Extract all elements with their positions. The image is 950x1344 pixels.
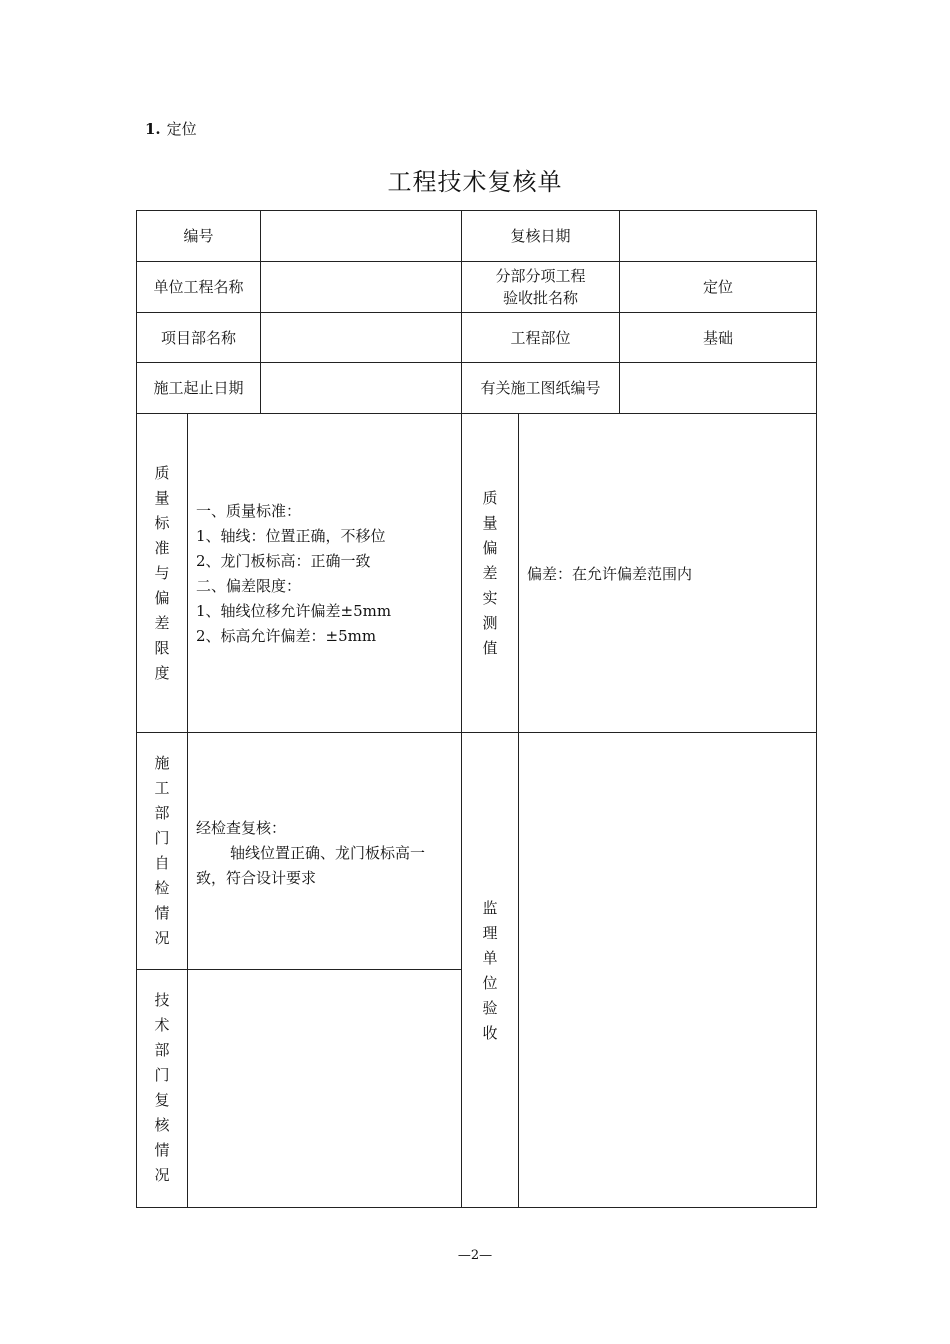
measured-deviation-label [462, 486, 518, 661]
label-char: 情 [154, 904, 170, 922]
label-char: 量 [154, 488, 170, 507]
tech-check-label [137, 988, 187, 1188]
number-value [261, 211, 461, 261]
label-char: 位 [482, 974, 498, 992]
label-char: 标 [154, 513, 170, 532]
section-number: 1. [145, 120, 161, 138]
standard-line: 1、轴线：位置正确，不移位 [196, 527, 386, 545]
page-number: —2— [457, 1248, 493, 1263]
standard-line: 二、偏差限度： [196, 577, 302, 595]
document-title: 工程技术复核单 [387, 168, 563, 196]
standard-line: 2、标高允许偏差：±5mm [196, 627, 377, 645]
part-label: 工程部位 [510, 328, 571, 347]
label-char: 检 [154, 879, 170, 897]
label-char: 况 [154, 929, 170, 947]
label-char: 部 [154, 804, 170, 822]
subitem-label-line1: 分部分项工程 [495, 267, 586, 285]
label-char: 偏 [482, 539, 498, 557]
label-char: 收 [482, 1024, 498, 1042]
label-char: 测 [482, 614, 498, 632]
label-char: 部 [154, 1041, 170, 1059]
section-title: 定位 [166, 120, 197, 138]
check-date-label: 复核日期 [510, 227, 571, 245]
standard-line: 1、轴线位移允许偏差±5mm [196, 602, 392, 620]
label-char: 况 [154, 1166, 170, 1184]
project-dept-value [261, 313, 461, 362]
unit-project-value [261, 262, 461, 312]
subitem-label [462, 262, 619, 312]
label-char: 核 [154, 1116, 170, 1134]
label-char: 实 [482, 589, 498, 607]
drawing-number-value [620, 363, 816, 413]
label-char: 术 [154, 1016, 170, 1034]
label-char: 工 [154, 779, 170, 797]
label-char: 门 [154, 1066, 170, 1084]
label-char: 自 [154, 854, 170, 872]
construction-dates-label: 施工起止日期 [153, 379, 244, 397]
part-value: 基础 [702, 328, 733, 347]
label-char: 度 [154, 663, 170, 682]
label-char: 单 [482, 949, 498, 967]
label-char: 质 [482, 489, 498, 507]
construction-dates-value [261, 363, 461, 413]
label-char: 施 [154, 754, 170, 772]
subitem-label-line2: 验收批名称 [502, 289, 578, 307]
self-check-line: 致，符合设计要求 [196, 869, 317, 887]
self-check-line: 轴线位置正确、龙门板标高一 [230, 844, 426, 862]
label-char: 差 [154, 613, 170, 632]
label-char: 情 [154, 1141, 170, 1159]
section-heading [145, 118, 197, 139]
label-char: 差 [482, 564, 498, 582]
label-char: 技 [154, 991, 170, 1009]
label-char: 门 [154, 829, 170, 847]
label-char: 限 [154, 638, 170, 657]
subitem-value: 定位 [702, 278, 733, 296]
label-char: 理 [482, 924, 498, 942]
self-check-line: 经检查复核： [196, 819, 287, 837]
standard-line: 一、质量标准： [196, 502, 302, 520]
project-dept-label: 项目部名称 [160, 328, 236, 347]
label-char: 量 [482, 514, 498, 532]
check-form-table [136, 210, 817, 1208]
self-check-label [137, 751, 187, 951]
label-char: 准 [154, 538, 170, 557]
quality-standard-label [137, 414, 187, 732]
number-label: 编号 [183, 227, 214, 245]
label-char: 监 [482, 899, 498, 917]
measured-deviation-value: 偏差：在允许偏差范围内 [527, 565, 693, 583]
self-check-text [196, 816, 425, 891]
standard-line: 2、龙门板标高：正确一致 [196, 552, 371, 570]
label-char: 偏 [154, 588, 170, 607]
label-char: 验 [482, 999, 498, 1017]
unit-project-label: 单位工程名称 [153, 278, 244, 296]
label-char: 质 [154, 463, 170, 482]
label-char: 与 [154, 563, 170, 582]
quality-standard-text [196, 499, 391, 649]
label-char: 值 [482, 639, 498, 657]
label-char: 复 [154, 1091, 170, 1109]
check-date-value [620, 211, 816, 261]
drawing-number-label: 有关施工图纸编号 [480, 379, 601, 397]
supervision-label [462, 896, 518, 1046]
